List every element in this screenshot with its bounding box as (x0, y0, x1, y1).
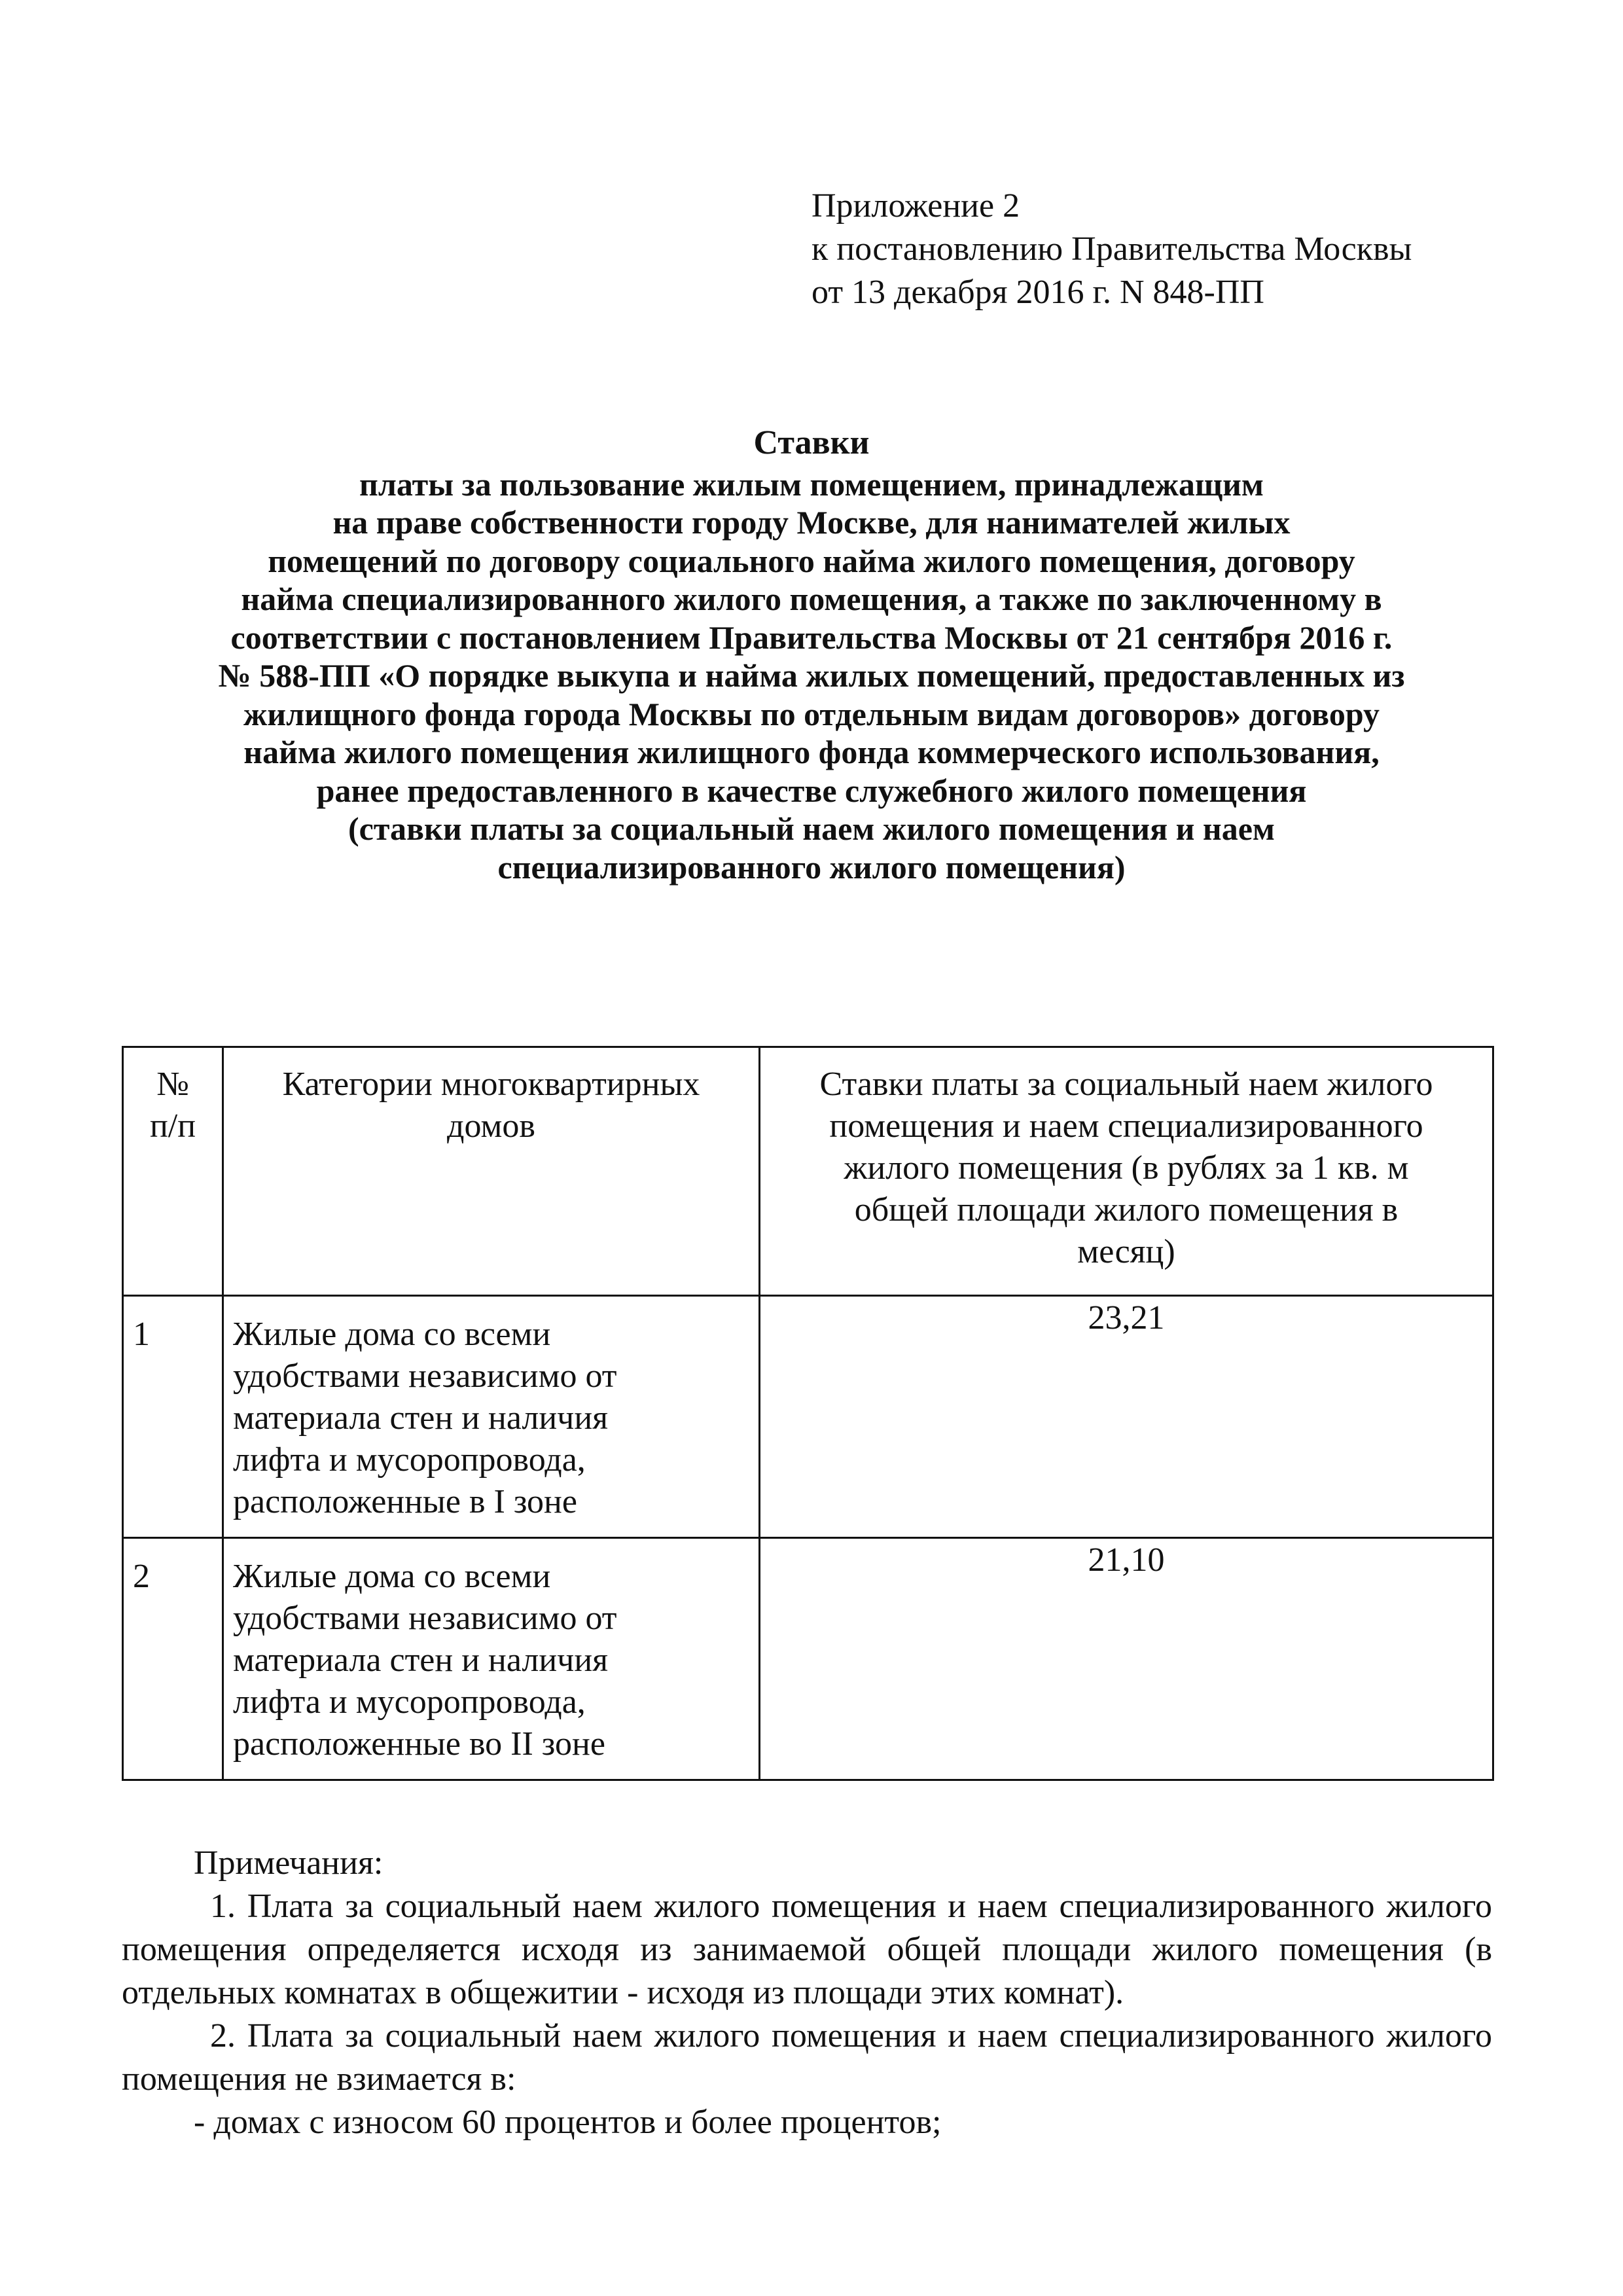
table-header-row (123, 1047, 1493, 1296)
category-line: лифта и мусоропровода, (233, 1683, 586, 1721)
title-line: специализированного жилого помещения) (497, 848, 1126, 886)
annex-line: к постановлению Правительства Москвы (812, 230, 1412, 268)
header-rate (760, 1047, 1493, 1296)
category-line: материала стен и наличия (233, 1399, 609, 1437)
category-line: Жилые дома со всеми (233, 1558, 551, 1595)
title-line: помещений по договору социального найма жилого помещения, договору (268, 542, 1355, 579)
annex-header (812, 185, 1412, 314)
header-category-line: домов (447, 1107, 535, 1145)
title-line: соответствии с постановлением Правительства Москвы от 21 сентября 2016 г. (230, 619, 1393, 656)
title-line: найма специализированного жилого помещения, а также по заключенному в (241, 581, 1382, 617)
title-heading: Ставки (753, 424, 870, 461)
title-line: на праве собственности городу Москве, для нанимателей жилых (332, 504, 1291, 541)
note-item: 1. Плата за социальный наем жилого помещения и наем специализированного жилого помещения определяется исходя из занимаемой общей площади жилого помещения (в отдельных комнатах в общежитии - исходя из площади этих комнат). (122, 1888, 1492, 2011)
title-line: № 588-ПП «О порядке выкупа и найма жилых помещений, предоставленных из (218, 657, 1405, 694)
category-line: удобствами независимо от (233, 1600, 617, 1637)
row-rate: 21,10 (760, 1538, 1493, 1780)
title-line: жилищного фонда города Москвы по отдельным видам договоров» договору (243, 695, 1380, 732)
note-bullet: - домах с износом 60 процентов и более процентов; (194, 2104, 942, 2141)
header-rate-line: жилого помещения (в рублях за 1 кв. м (844, 1149, 1409, 1187)
title-line: ранее предоставленного в качестве служебного жилого помещения (316, 772, 1307, 809)
rates-table (122, 1046, 1494, 1781)
annex-line: Приложение 2 (812, 187, 1020, 224)
header-rate-line: помещения и наем специализированного (829, 1107, 1423, 1145)
header-rate-line: общей площади жилого помещения в (854, 1191, 1399, 1229)
document-title (98, 424, 1525, 886)
annex-line: от 13 декабря 2016 г. N 848-ПП (812, 274, 1264, 311)
title-line: (ставки платы за социальный наем жилого помещения и наем (348, 810, 1275, 847)
category-line: лифта и мусоропровода, (233, 1441, 586, 1479)
row-number: 2 (123, 1538, 223, 1780)
title-line: найма жилого помещения жилищного фонда коммерческого использования, (243, 734, 1380, 770)
header-rate-line: Ставки платы за социальный наем жилого (819, 1066, 1433, 1103)
row-category (223, 1296, 760, 1538)
header-number (123, 1047, 223, 1296)
category-line: Жилые дома со всеми (233, 1316, 551, 1353)
header-rate-line: месяц) (1077, 1233, 1175, 1270)
category-line: расположенные во II зоне (233, 1725, 605, 1763)
row-rate: 23,21 (760, 1296, 1493, 1538)
title-line: платы за пользование жилым помещением, принадлежащим (359, 465, 1264, 503)
row-number: 1 (123, 1296, 223, 1538)
notes-section (122, 1842, 1492, 2144)
row-category (223, 1538, 760, 1780)
table-row (123, 1538, 1493, 1780)
category-line: удобствами независимо от (233, 1357, 617, 1395)
category-line: материала стен и наличия (233, 1641, 609, 1679)
note-item: 2. Плата за социальный наем жилого помещения и наем специализированного жилого помещения не взимается в: (122, 2017, 1492, 2098)
header-category-line: Категории многоквартирных (282, 1066, 700, 1103)
category-line: расположенные в I зоне (233, 1483, 577, 1520)
notes-title: Примечания: (194, 1844, 383, 1882)
header-number-line: № (156, 1066, 189, 1103)
header-category (223, 1047, 760, 1296)
table-row (123, 1296, 1493, 1538)
header-number-line: п/п (149, 1107, 196, 1145)
